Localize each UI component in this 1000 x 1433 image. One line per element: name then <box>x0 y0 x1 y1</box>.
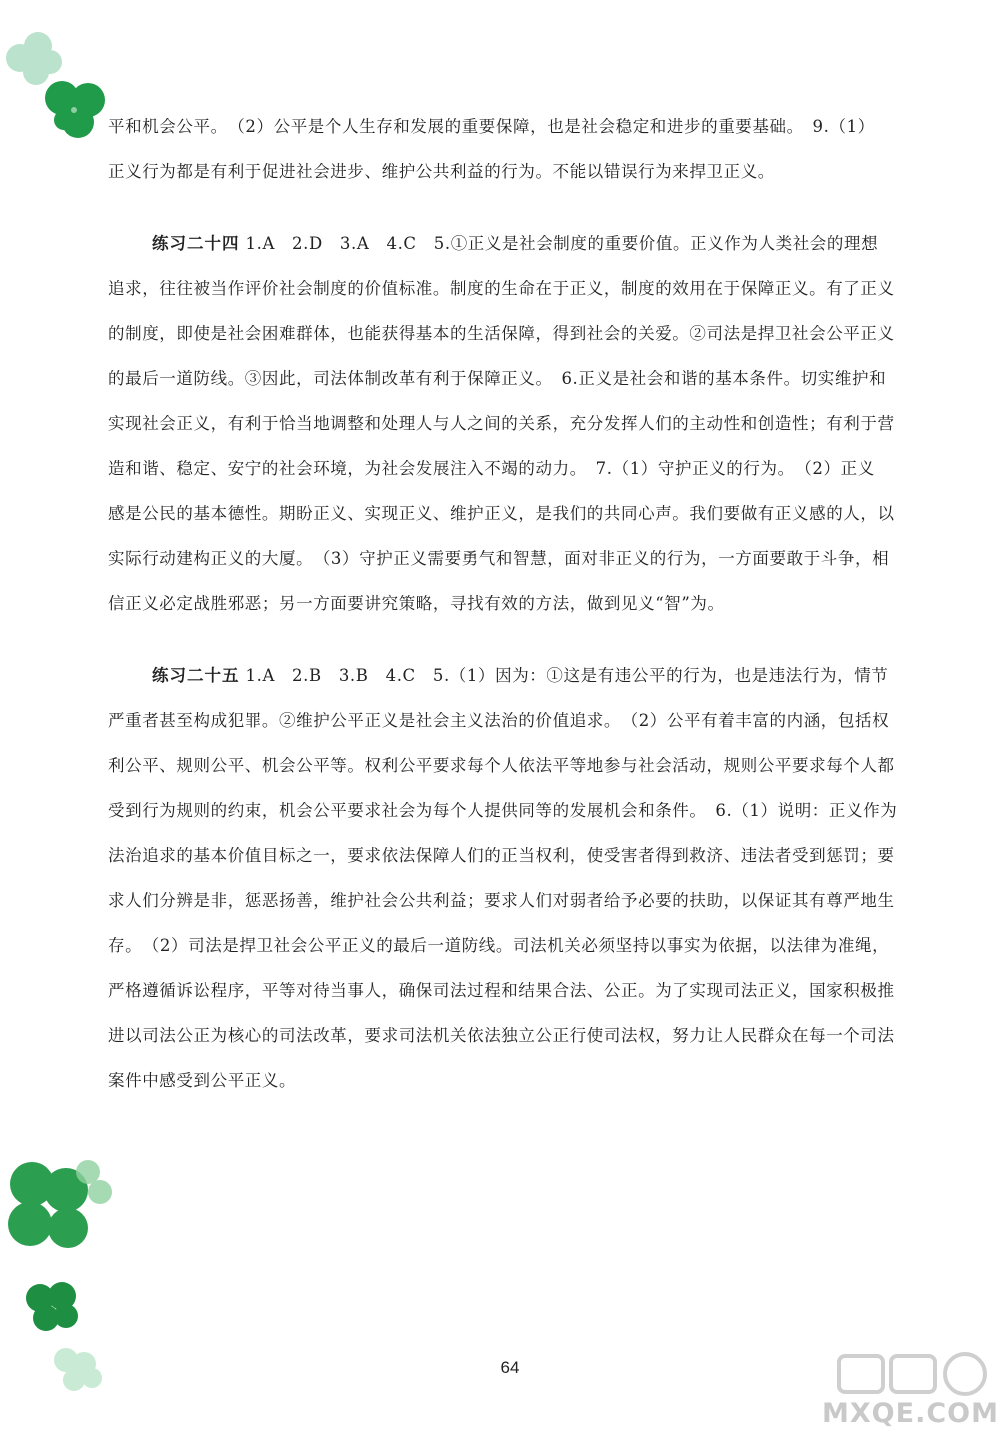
text-line <box>108 545 889 569</box>
text-line <box>108 707 889 731</box>
line-text: 法治追求的基本价值目标之一，要求依法保障人们的正当权利，使受害者得到救济、违法者受到惩罚；要 <box>108 846 895 865</box>
text-line <box>108 590 725 614</box>
line-text: 正义行为都是有利于促进社会进步、维护公共利益的行为。不能以错误行为来捍卫正义。 <box>108 162 775 181</box>
exercise-heading: 练习二十四 <box>152 234 240 253</box>
line-text: 感是公民的基本德性。期盼正义、实现正义、维护正义，是我们的共同心声。我们要做有正义感的人，以 <box>108 504 895 523</box>
text-line <box>108 410 895 434</box>
line-text: 的制度，即使是社会困难群体，也能获得基本的生活保障，得到社会的关爱。②司法是捍卫社会公平正义 <box>108 324 895 343</box>
text-line <box>108 887 895 911</box>
line-text: 存。 （2）司法是捍卫社会公平正义的最后一道防线。司法机关必须坚持以事实为依据，以法律为准绳， <box>108 936 890 955</box>
line-text: 实际行动建构正义的大厦。 （3）守护正义需要勇气和智慧，面对非正义的行为，一方面要敢于斗争，相 <box>108 549 890 568</box>
text-line <box>108 158 775 182</box>
text-line <box>108 113 875 137</box>
text-line <box>108 797 897 821</box>
line-text: 平和机会公平。 （2）公平是个人生存和发展的重要保障，也是社会稳定和进步的重要基础。 9.（1） <box>108 117 875 136</box>
line-text: 严格遵循诉讼程序，平等对待当事人，确保司法过程和结果合法、公正。为了实现司法正义，国家积极推 <box>108 981 895 1000</box>
line-text: 1.A 2.B 3.B 4.C 5.（1）因为：①这是有违公平的行为，也是违法行为，情节 <box>245 666 889 685</box>
text-line <box>152 230 878 254</box>
clover-decoration-top <box>0 18 120 148</box>
text-line <box>108 932 889 956</box>
text-line <box>108 977 895 1001</box>
watermark-domain: MXQE.COM <box>822 1398 999 1429</box>
text-line <box>108 455 875 479</box>
line-text: 严重者甚至构成犯罪。②维护公平正义是社会主义法治的价值追求。 （2）公平有着丰富的内涵，包括权 <box>108 711 890 730</box>
line-text: 进以司法公正为核心的司法改革，要求司法机关依法独立公正行使司法权，努力让人民群众在每一个司法 <box>108 1026 895 1045</box>
text-line <box>108 365 886 389</box>
text-line <box>108 1022 895 1046</box>
text-line <box>108 1067 296 1091</box>
line-text: 信正义必定战胜邪恶；另一方面要讲究策略，寻找有效的方法，做到见义“智”为。 <box>108 594 725 613</box>
line-text: 求人们分辨是非，惩恶扬善，维护社会公共利益；要求人们对弱者给予必要的扶助，以保证其有尊严地生 <box>108 891 895 910</box>
line-text: 1.A 2.D 3.A 4.C 5.①正义是社会制度的重要价值。正义作为人类社会的理想 <box>245 234 879 253</box>
line-text: 实现社会正义，有利于恰当地调整和处理人与人之间的关系，充分发挥人们的主动性和创造性；有利于营 <box>108 414 895 433</box>
text-line <box>152 662 888 686</box>
line-text: 案件中感受到公平正义。 <box>108 1071 297 1090</box>
text-line <box>108 752 895 776</box>
text-line <box>108 275 895 299</box>
text-line <box>108 842 895 866</box>
page-number: 64 <box>500 1358 520 1377</box>
clover-decoration-bottom <box>0 1150 130 1395</box>
text-line <box>108 500 895 524</box>
line-text: 的最后一道防线。③因此，司法体制改革有利于保障正义。 6.正义是社会和谐的基本条件。切实维护和 <box>108 369 887 388</box>
line-text: 造和谐、稳定、安宁的社会环境，为社会发展注入不竭的动力。 7.（1）守护正义的行为。 （2）正义 <box>108 459 875 478</box>
exercise-heading: 练习二十五 <box>152 666 240 685</box>
line-text: 利公平、规则公平、机会公平等。权利公平要求每个人依法平等地参与社会活动，规则公平要求每个人都 <box>108 756 895 775</box>
line-text: 受到行为规则的约束，机会公平要求社会为每个人提供同等的发展机会和条件。 6.（1）说明：正义作为 <box>108 801 898 820</box>
text-line <box>108 320 895 344</box>
line-text: 追求，往往被当作评价社会制度的价值标准。制度的生命在于正义，制度的效用在于保障正义。有了正义 <box>108 279 895 298</box>
